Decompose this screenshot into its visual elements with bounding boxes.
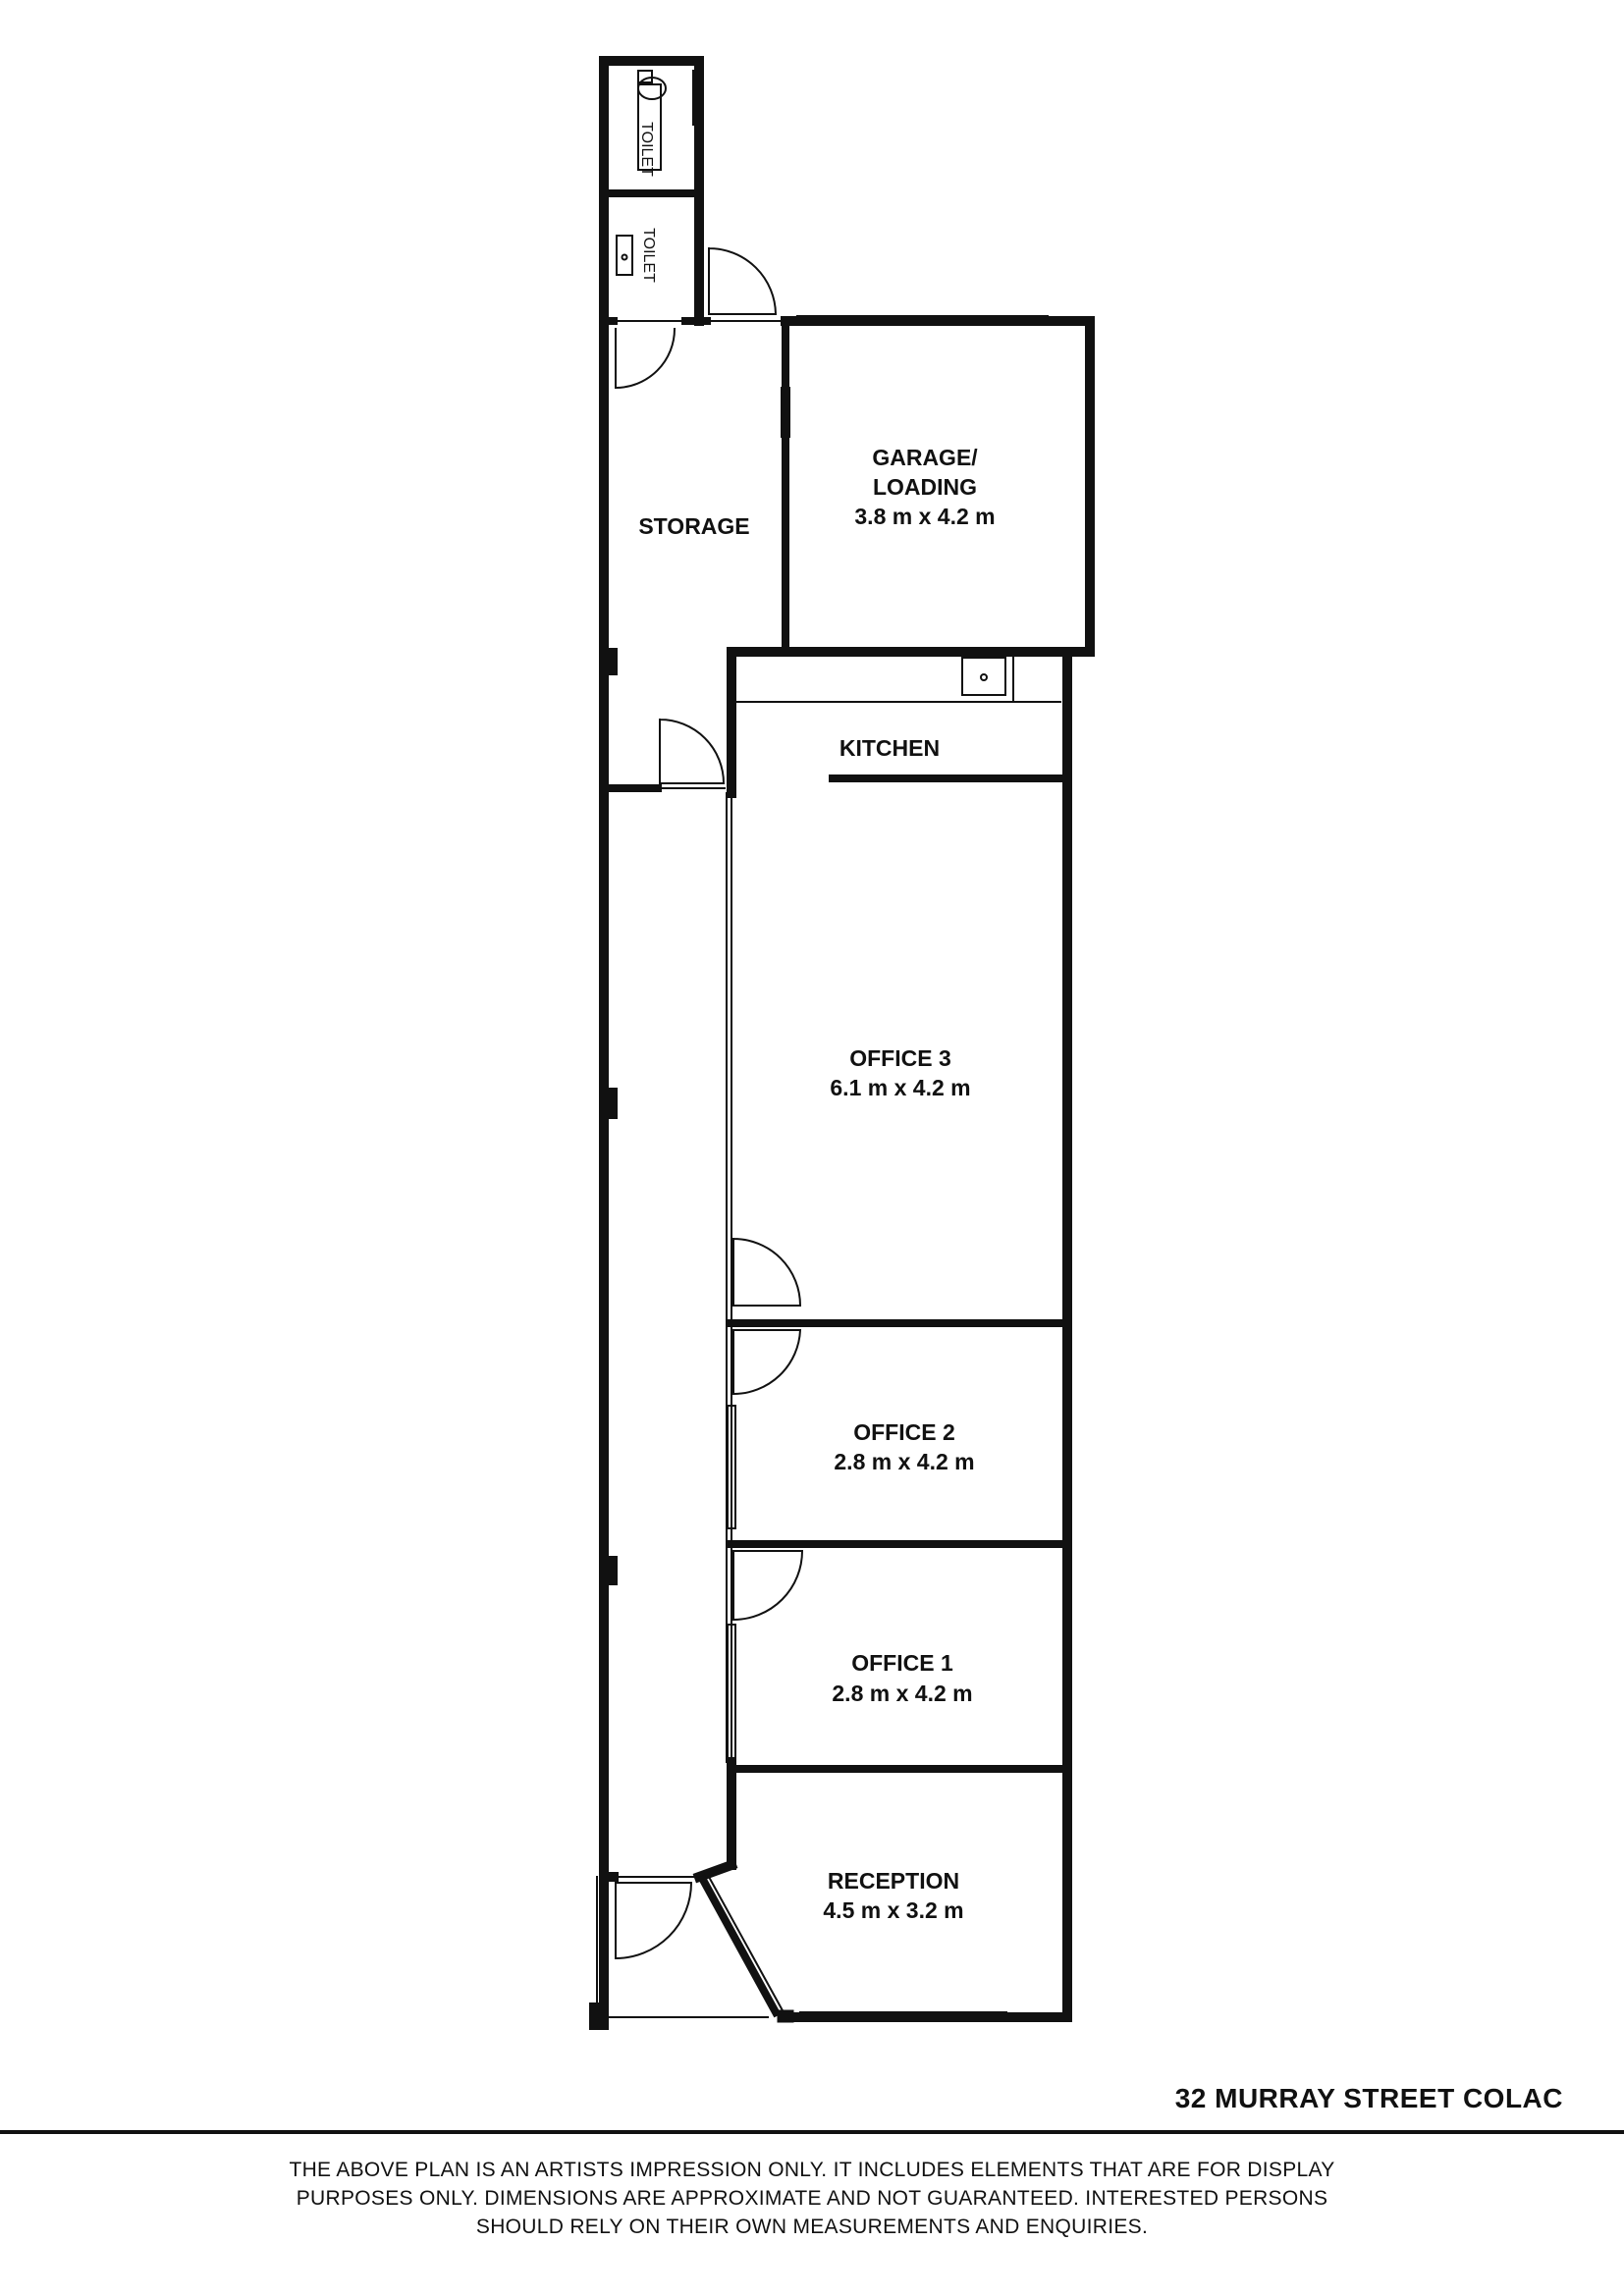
office-2-label: OFFICE 2 <box>853 1419 955 1445</box>
kitchen-sink <box>962 658 1005 695</box>
interior-walls <box>604 193 1067 1769</box>
office-3-label: OFFICE 3 <box>849 1045 951 1071</box>
exterior-walls <box>604 61 1090 2017</box>
reception-label: RECEPTION <box>827 1868 960 1894</box>
kitchen-label: KITCHEN <box>839 735 941 761</box>
office-1-size: 2.8 m x 4.2 m <box>832 1681 973 1706</box>
garage-label-line1: GARAGE/ <box>872 445 978 470</box>
doors <box>616 84 802 1958</box>
toilet-2-label: TOILET <box>640 228 657 283</box>
office-2-size: 2.8 m x 4.2 m <box>834 1449 975 1474</box>
entry-door <box>703 1877 793 2022</box>
storage-label: STORAGE <box>638 513 750 539</box>
toilet-1-label: TOILET <box>638 122 655 177</box>
disclaimer-line-3: SHOULD RELY ON THEIR OWN MEASUREMENTS AND ENQUIRIES. <box>475 2216 1149 2238</box>
garage-size: 3.8 m x 4.2 m <box>854 504 996 529</box>
office-1-label: OFFICE 1 <box>851 1650 953 1676</box>
disclaimer-line-2: PURPOSES ONLY. DIMENSIONS ARE APPROXIMATE AND NOT GUARANTEED. INTERESTED PERSONS <box>296 2187 1328 2210</box>
property-address: 32 MURRAY STREET COLAC <box>1174 2083 1563 2113</box>
reception-size: 4.5 m x 3.2 m <box>823 1897 964 1923</box>
footer-divider <box>0 2130 1624 2134</box>
office-3-size: 6.1 m x 4.2 m <box>830 1075 971 1100</box>
garage-label-line2: LOADING <box>872 474 978 500</box>
disclaimer <box>147 2156 1477 2241</box>
thin-lines <box>597 321 1060 2017</box>
disclaimer-line-1: THE ABOVE PLAN IS AN ARTISTS IMPRESSION ONLY. IT INCLUDES ELEMENTS THAT ARE FOR DISPLAY <box>289 2159 1335 2181</box>
